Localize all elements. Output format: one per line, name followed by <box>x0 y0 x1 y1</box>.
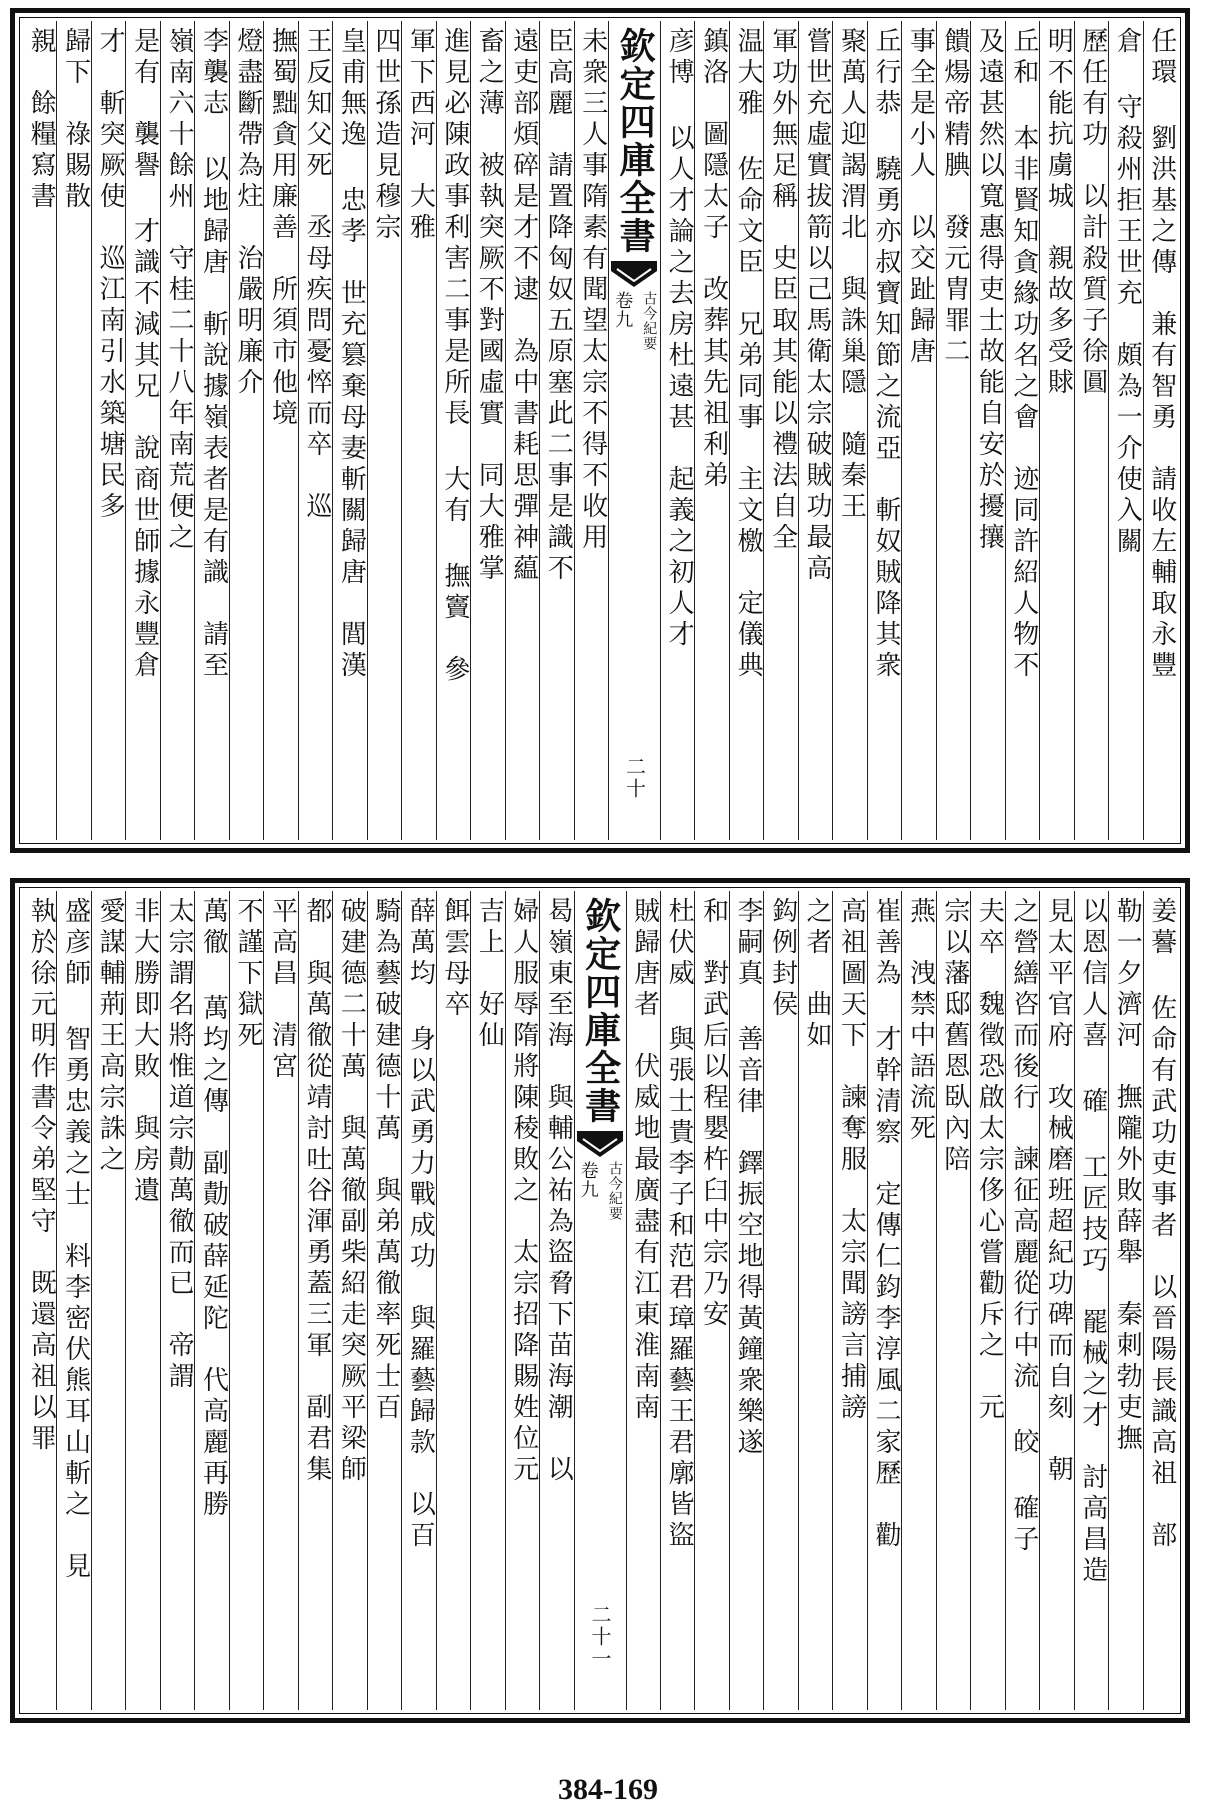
column-text: 明不能抗虜城 親故多受賕 <box>1043 27 1074 399</box>
column-text: 軍功外無足稱 史臣取其能以禮法自全 <box>767 27 798 554</box>
spine-page-number-wrap <box>575 1604 626 1670</box>
column-text: 餌雲母卒 <box>439 897 470 1021</box>
column-text: 騎為藝破建德十萬 與弟萬徹率死士百 <box>370 897 401 1424</box>
column-text: 破建德二十萬 與萬徹副柴紹走突厥平梁師 <box>336 897 367 1486</box>
column-text: 遠吏部煩碎是才不逮 為中書耗思彈神藴 <box>508 27 539 585</box>
text-columns-bottom <box>23 891 1177 1710</box>
column-text: 燈盡斷帶為炷 治嚴明廉介 <box>233 27 263 399</box>
column-text: 非大勝即大敗 與房遺 <box>129 897 160 1207</box>
spine-volume: 卷九 <box>577 1161 599 1199</box>
column-text: 畜之薄 被執突厥不對國虛實 同大雅掌 <box>474 27 505 585</box>
text-column <box>832 891 866 1710</box>
text-column <box>401 891 435 1710</box>
text-column <box>1143 21 1177 840</box>
text-column <box>1039 891 1073 1710</box>
text-column <box>1108 21 1142 840</box>
column-text: 姜謩 佐命有武功吏事者 以晉陽長識高祖 部 <box>1146 897 1177 1552</box>
text-column <box>1074 891 1108 1710</box>
column-text: 進見必陳政事利害二事是所長 大有 撫竇 參 <box>439 27 470 686</box>
text-column <box>160 21 194 840</box>
text-column <box>1074 21 1108 840</box>
text-column <box>23 21 56 840</box>
column-text: 曷嶺東至海 與輔公祐為盜脅下苗海潮 以 <box>543 897 574 1486</box>
text-column <box>763 21 797 840</box>
text-column <box>401 21 435 840</box>
column-text: 盛彦師 智勇忠義之士 料李密伏熊耳山斬之 見 <box>60 897 91 1583</box>
text-column <box>298 891 332 1710</box>
column-text: 饋煬帝精腆 發元胄罪二 <box>939 27 970 368</box>
column-text: 見太平官府 攻械磨班超紀功碑而自刻 朝 <box>1043 897 1074 1486</box>
spine-info <box>575 1161 626 1221</box>
column-text: 愛謀輔荊王高宗誅之 <box>95 897 126 1176</box>
text-column <box>936 21 970 840</box>
column-text: 倉 守殺州拒王世充 頗為一介使入關 <box>1112 27 1143 558</box>
column-text: 以恩信人喜 確 工匠技巧 罷械之才 討高昌造 <box>1077 897 1108 1587</box>
column-text: 是有 襲譽 才識不減其兄 說商世師據永豐倉 <box>129 27 160 682</box>
column-text: 高祖圖天下 諫奪服 太宗聞謗言捕謗 <box>836 897 867 1424</box>
text-column <box>936 891 970 1710</box>
text-column <box>367 891 401 1710</box>
column-text: 丘行恭 驍勇亦叔寶知節之流亞 斬奴賊降其衆 <box>870 27 901 682</box>
text-column <box>56 891 90 1710</box>
text-column <box>660 21 694 840</box>
column-text: 宗以藩邸舊恩臥內陪 <box>939 897 970 1176</box>
spine-page-number: 二十 <box>622 756 647 800</box>
text-column <box>1143 891 1177 1710</box>
column-text: 婦人服辱隋將陳稜敗之 太宗招降賜姓位元 <box>508 897 539 1486</box>
column-text: 夫卒 魏徵恐啟太宗侈心嘗勸斥之 元 <box>974 897 1005 1424</box>
text-column <box>91 891 125 1710</box>
column-text: 鎮洛 圖隱太子 改葬其先祖利弟 <box>698 27 729 492</box>
column-text: 太宗謂名將惟道宗勣萬徹而已 帝謂 <box>164 897 195 1393</box>
text-column <box>798 21 832 840</box>
text-column <box>694 21 728 840</box>
text-column <box>1108 891 1142 1710</box>
column-text: 崔善為 才幹清察 定傳仁鈞李淳風二家歷 勸 <box>870 897 901 1552</box>
folio-page-number: 384-169 <box>558 1773 658 1806</box>
fish-tail-spine <box>574 891 626 1710</box>
column-text: 歷任有功 以計殺質子徐圓 <box>1077 27 1108 399</box>
text-column <box>901 891 935 1710</box>
fish-tail-icon <box>577 1131 623 1157</box>
spine-title: 欽定四庫全書 <box>579 897 622 1125</box>
column-text: 都 與萬徹從靖討吐谷渾勇蓋三軍 副君集 <box>301 897 332 1486</box>
text-column <box>574 21 608 840</box>
spine-book-title: 古今紀要 <box>641 291 658 351</box>
text-column <box>470 21 504 840</box>
text-column <box>332 21 366 840</box>
column-text: 王反知父死 丞母疾問憂悴而卒 巡 <box>301 27 332 523</box>
column-text: 李襲志 以地歸唐 斬說據嶺表者是有識 請至 <box>198 27 229 682</box>
spine-book-title: 古今紀要 <box>606 1161 623 1221</box>
text-column <box>194 21 228 840</box>
column-text: 四世孫造見穆宗 <box>370 27 401 244</box>
fish-tail-spine <box>608 21 660 840</box>
column-text: 吉上 好仙 <box>474 897 505 1052</box>
column-text: 未衆三人事隋素有聞望太宗不得不收用 <box>577 27 608 554</box>
column-text: 之者 曲如 <box>802 897 833 1052</box>
text-column <box>867 21 901 840</box>
text-column <box>505 891 539 1710</box>
text-column <box>125 21 159 840</box>
text-column <box>832 21 866 840</box>
text-column <box>332 891 366 1710</box>
column-text: 勒一夕濟河 撫隴外敗薛舉 秦刺勃吏撫 <box>1112 897 1143 1455</box>
text-column <box>901 21 935 840</box>
column-text: 嶺南六十餘州 守桂二十八年南荒便之 <box>164 27 195 554</box>
text-column <box>470 891 504 1710</box>
column-text: 鈎例封侯 <box>767 897 798 1021</box>
text-column <box>798 891 832 1710</box>
spine-volume: 卷九 <box>612 291 634 329</box>
text-column <box>763 891 797 1710</box>
fish-tail-icon <box>611 261 657 287</box>
column-text: 丘和 本非賢知貪緣功名之會 迹同許紹人物不 <box>1008 27 1039 682</box>
text-column <box>23 891 56 1710</box>
text-column <box>229 21 263 840</box>
column-text: 嘗世充虛實拔箭以己馬衛太宗破賊功最高 <box>802 27 833 585</box>
column-text: 平高昌 清宮 <box>267 897 298 1083</box>
column-text: 不謹下獄死 <box>233 897 263 1052</box>
column-text: 和 對武后以程嬰杵臼中宗乃安 <box>698 897 729 1331</box>
column-text: 李嗣真 善音律 鐸振空地得黃鐘衆樂遂 <box>733 897 764 1459</box>
column-text: 賊歸唐者 伏威地最廣盡有江東淮南南 <box>629 897 660 1424</box>
column-text: 聚萬人迎謁渭北 與誅巢隱 隨秦王 <box>836 27 867 523</box>
column-text: 燕 洩禁中語流死 <box>905 897 936 1145</box>
text-column <box>867 891 901 1710</box>
column-text: 及遠甚然以寬惠得吏士故能自安於擾攘 <box>974 27 1005 554</box>
column-text: 執於徐元明作書令弟堅守 既還高祖以罪 <box>26 897 57 1455</box>
spine-title: 欽定四庫全書 <box>614 27 657 255</box>
column-text: 薛萬均 身以武勇力戰成功 與羅藝歸款 以百 <box>405 897 436 1552</box>
page-bottom <box>10 878 1190 1723</box>
column-text: 才 斬突厥使 巡江南引水築塘民多 <box>95 27 126 523</box>
text-column <box>1005 21 1039 840</box>
text-column <box>660 891 694 1710</box>
column-text: 撫蜀黜貪用廉善 所須市他境 <box>267 27 298 430</box>
text-column <box>298 21 332 840</box>
column-text: 彦博 以人才論之去房杜遠甚 起義之初人才 <box>664 27 695 651</box>
text-column <box>160 891 194 1710</box>
text-column <box>970 891 1004 1710</box>
text-column <box>229 891 263 1710</box>
text-column <box>436 21 470 840</box>
text-column <box>56 21 90 840</box>
column-text: 温大雅 佐命文臣 兄弟同事 主文檄 定儀典 <box>733 27 764 682</box>
text-column <box>367 21 401 840</box>
text-column <box>970 21 1004 840</box>
page-top <box>10 8 1190 853</box>
text-column <box>263 21 297 840</box>
text-column <box>729 891 763 1710</box>
text-column <box>539 891 573 1710</box>
column-text: 之營繕咨而後行 諫征高麗從行中流 皎 確子 <box>1008 897 1039 1556</box>
column-text: 親 餘糧寫書 <box>26 27 57 213</box>
column-text: 事全是小人 以交趾歸唐 <box>905 27 936 368</box>
text-column <box>436 891 470 1710</box>
text-column <box>505 21 539 840</box>
column-text: 任環 劉洪基之傳 兼有智勇 請收左輔取永豐 <box>1146 27 1177 682</box>
text-column <box>91 21 125 840</box>
column-text: 皇甫無逸 忠孝 世充篡棄母妻斬關歸唐 閭漢 <box>336 27 367 682</box>
text-column <box>539 21 573 840</box>
text-column <box>194 891 228 1710</box>
column-text: 杜伏威 與張士貴李子和范君璋羅藝王君廓皆盜 <box>664 897 695 1552</box>
column-text: 臣高麗 請置降匈奴五原塞此二事是識不 <box>543 27 574 585</box>
column-text: 萬徹 萬均之傳 副勣破薛延陀 代高麗再勝 <box>198 897 229 1521</box>
column-text: 軍下西河 大雅 <box>405 27 436 244</box>
text-column <box>1039 21 1073 840</box>
text-column <box>125 891 159 1710</box>
text-column <box>694 891 728 1710</box>
text-column <box>626 891 660 1710</box>
text-columns-top <box>23 21 1177 840</box>
text-column <box>729 21 763 840</box>
spine-page-number: 二十一 <box>588 1604 612 1670</box>
text-column <box>1005 891 1039 1710</box>
spine-info <box>609 291 660 351</box>
column-text: 歸下 祿賜散 <box>60 27 91 213</box>
spine-page-number-wrap <box>609 756 660 800</box>
text-column <box>263 891 297 1710</box>
